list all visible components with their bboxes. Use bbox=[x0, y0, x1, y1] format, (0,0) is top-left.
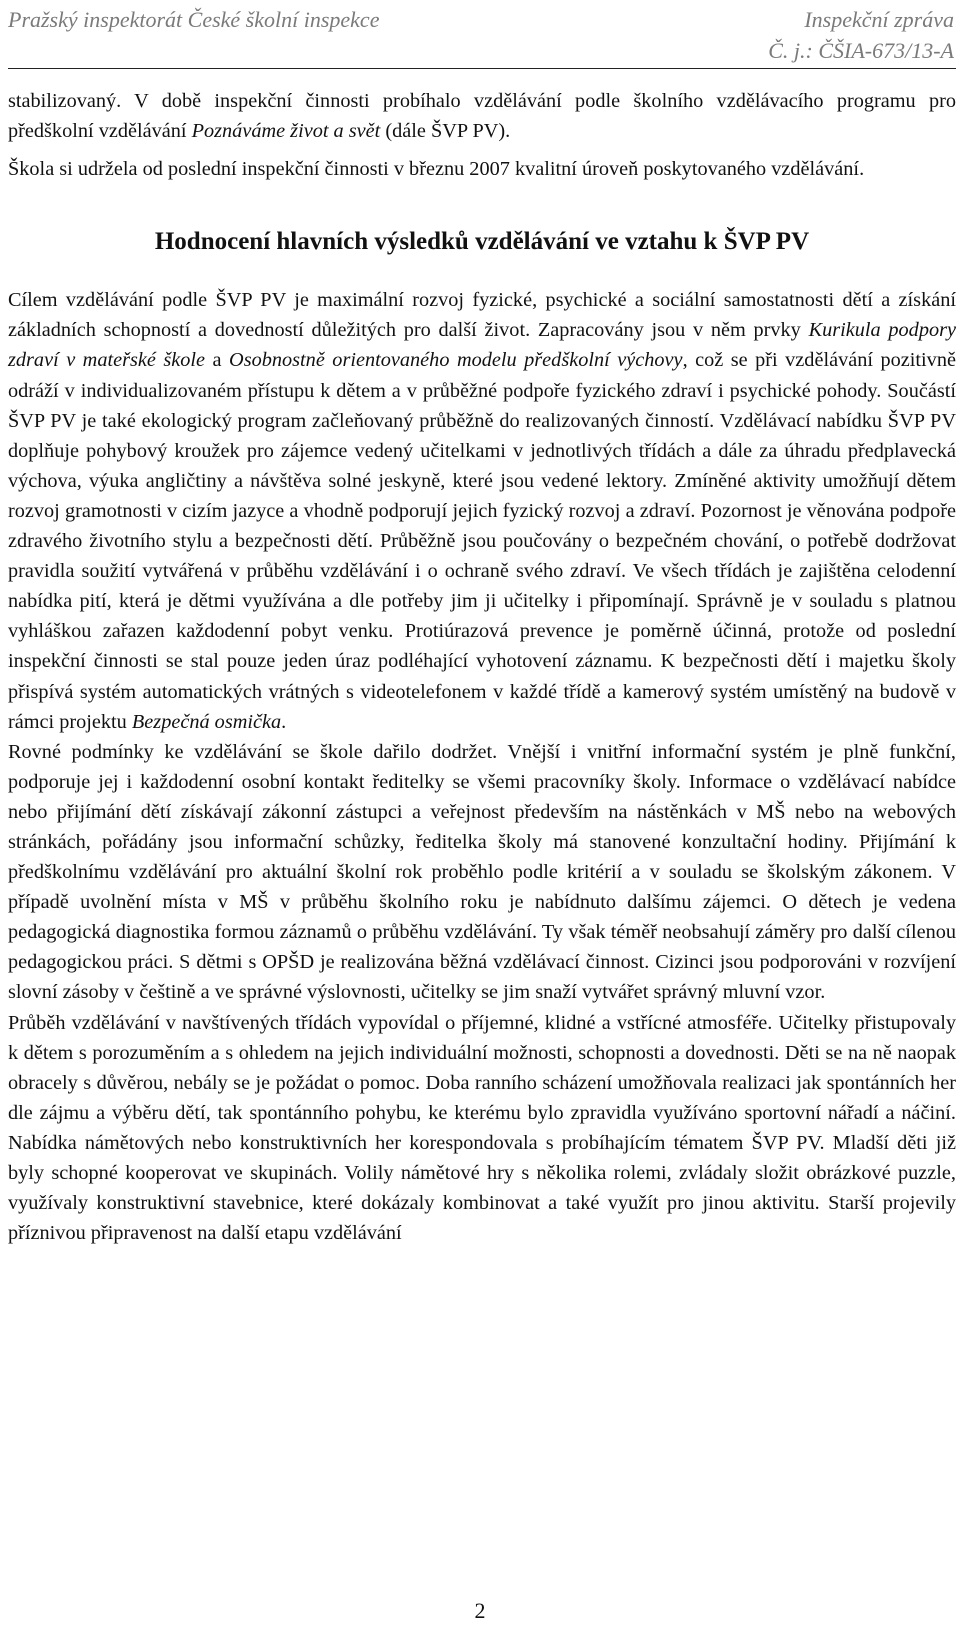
curriculum-title-italic: Kurikula podpory zdraví v mateřské škole bbox=[8, 319, 957, 372]
text-span: , což se při vzdělávání pozitivně odráží v individualizovaném přístupu k dětem a v průběžné podpoře fyzického zdraví i psychické pohody. Součástí ŠVP PV je také ekologický program začleňovaný průběžně do realizovaných činností. Vzdělávací nabídku ŠVP PV doplňuje pohybový kroužek pro zájemce vedený učitelkami v jednotlivých třídách a dále za úhradu předplavecká výchova, výuka angličtiny a návštěva solné jeskyně, které jsou vedené lektory. Zmíněné aktivity umožňují dětem rozvoj gramotnosti v cizím jazyce a vhodně podporují jejich fyzický rozvoj a zdraví. Pozornost je věnována podpoře zdravého životního stylu a bezpečnosti dětí. Průběžně jsou poučovány o bezpečném chování, o potřebě dodržovat pravidla soužití vytvářená v průběhu vzdělávání i o ochraně svého zdraví. Ve všech třídách je zajištěna celodenní nabídka pití, která je dětmi využívána a dle potřeby jim ji učitelky i připomínají. Správně je v souladu s platnou vyhláškou zařazen každodenní pobyt venku. Protiúrazová prevence je poměrně účinná, protože od poslední inspekční činnosti se stal pouze jeden úraz podléhající vyhotovení záznamu. K bezpečnosti dětí i majetku školy přispívá systém automatických vrátných s videotelefonem v každé třídě a kamerový systém umístěný na budově v rámci projektu bbox=[8, 349, 956, 733]
text-span: (dále ŠVP PV). bbox=[380, 120, 511, 143]
project-title-italic: Bezpečná osmička bbox=[131, 710, 282, 733]
header-institution: Pražský inspektorát České školní inspekce bbox=[8, 7, 380, 32]
section-heading: Hodnocení hlavních výsledků vzdělávání ve vztahu k ŠVP PV bbox=[154, 228, 810, 256]
header-reference-number: Č. j.: ČŠIA-673/13-A bbox=[768, 38, 954, 63]
header-report-title: Inspekční zpráva bbox=[804, 7, 954, 32]
header-report-info bbox=[768, 4, 954, 66]
paragraph-intro-2: Škola si udržela od poslední inspekční činnosti v březnu 2007 kvalitní úroveň poskytovaného vzdělávání. bbox=[8, 158, 865, 181]
program-title-italic: Poznáváme život a svět bbox=[191, 120, 381, 143]
page-number: 2 bbox=[474, 1598, 486, 1623]
model-title-italic: Osobnostně orientovaného modelu předškolní výchovy bbox=[229, 349, 683, 372]
paragraph-course: Průběh vzdělávání v navštívených třídách vypovídal o příjemné, klidné a vstřícné atmosféře. Učitelky přistupovaly k dětem s porozuměním a s ohledem na jejich individuální možnosti, schopnosti a dovednosti. Děti se na ně naopak obracely s důvěrou, nebály se je požádat o pomoc. Doba ranního scházení umožňovala realizaci jak spontánních her dle zájmu a výběru dětí, tak spontánního pohybu, ke kterému bylo zpravidla využíváno sportovní nářadí a náčiní. Nabídka námětových nebo konstruktivních her korespondovala s probíhajícím tématem ŠVP PV. Mladší děti již byly schopné kooperovat ve skupinách. Volily námětové hry s několika rolemi, zvládaly složit obrázkové puzzle, využívaly konstruktivní stavebnice, které dokázaly kombinovat a také využít pro jinou aktivitu. Starší projevily příznivou připravenost na další etapu vzdělávání bbox=[8, 1011, 956, 1245]
paragraph-intro-1 bbox=[8, 86, 956, 146]
paragraph-goals bbox=[8, 285, 956, 736]
text-span: Cílem vzdělávání podle ŠVP PV je maximální rozvoj fyzické, psychické a sociální samostatnosti dětí a získání základních schopností a dovedností důležitých pro další život. Zapracovány jsou v něm prvky bbox=[8, 289, 956, 342]
text-span: a bbox=[205, 349, 230, 372]
text-span: . bbox=[281, 710, 287, 733]
document-body bbox=[8, 86, 956, 1248]
paragraph-conditions: Rovné podmínky ke vzdělávání se škole dařilo dodržet. Vnější i vnitřní informační systém je plně funkční, podporuje jej i každodenní osobní kontakt ředitelky se všemi pracovníky školy. Informace o vzdělávací nabídce nebo přijímání dětí získávají zákonní zástupci a veřejnost především na nástěnkách v MŠ nebo na webových stránkách, pořádány jsou informační schůzky, ředitelka školy má stanovené konzultační hodiny. Přijímání k předškolnímu vzdělávání pro aktuální školní rok proběhlo podle kritérií a v souladu se školským zákonem. V případě uvolnění místa v MŠ v průběhu školního roku je nabídnuto dalšímu zájemci. O dětech je vedena pedagogická diagnostika formou záznamů o průběhu vzdělávání. Ty však téměř neobsahují záměry pro další cílenou pedagogickou práci. S dětmi s OPŠD je realizována běžná vzdělávací činnost. Cizinci jsou podporováni v rozvíjení slovní zásoby v češtině a ve správné výslovnosti, učitelky se jim snaží vytvářet správný mluvní vzor. bbox=[8, 740, 956, 1004]
page-header bbox=[8, 2, 956, 69]
text-span: stabilizovaný. V době inspekční činnosti probíhalo vzdělávání podle školního vzdělávacího programu pro předškolní vzdělávání bbox=[8, 90, 956, 143]
